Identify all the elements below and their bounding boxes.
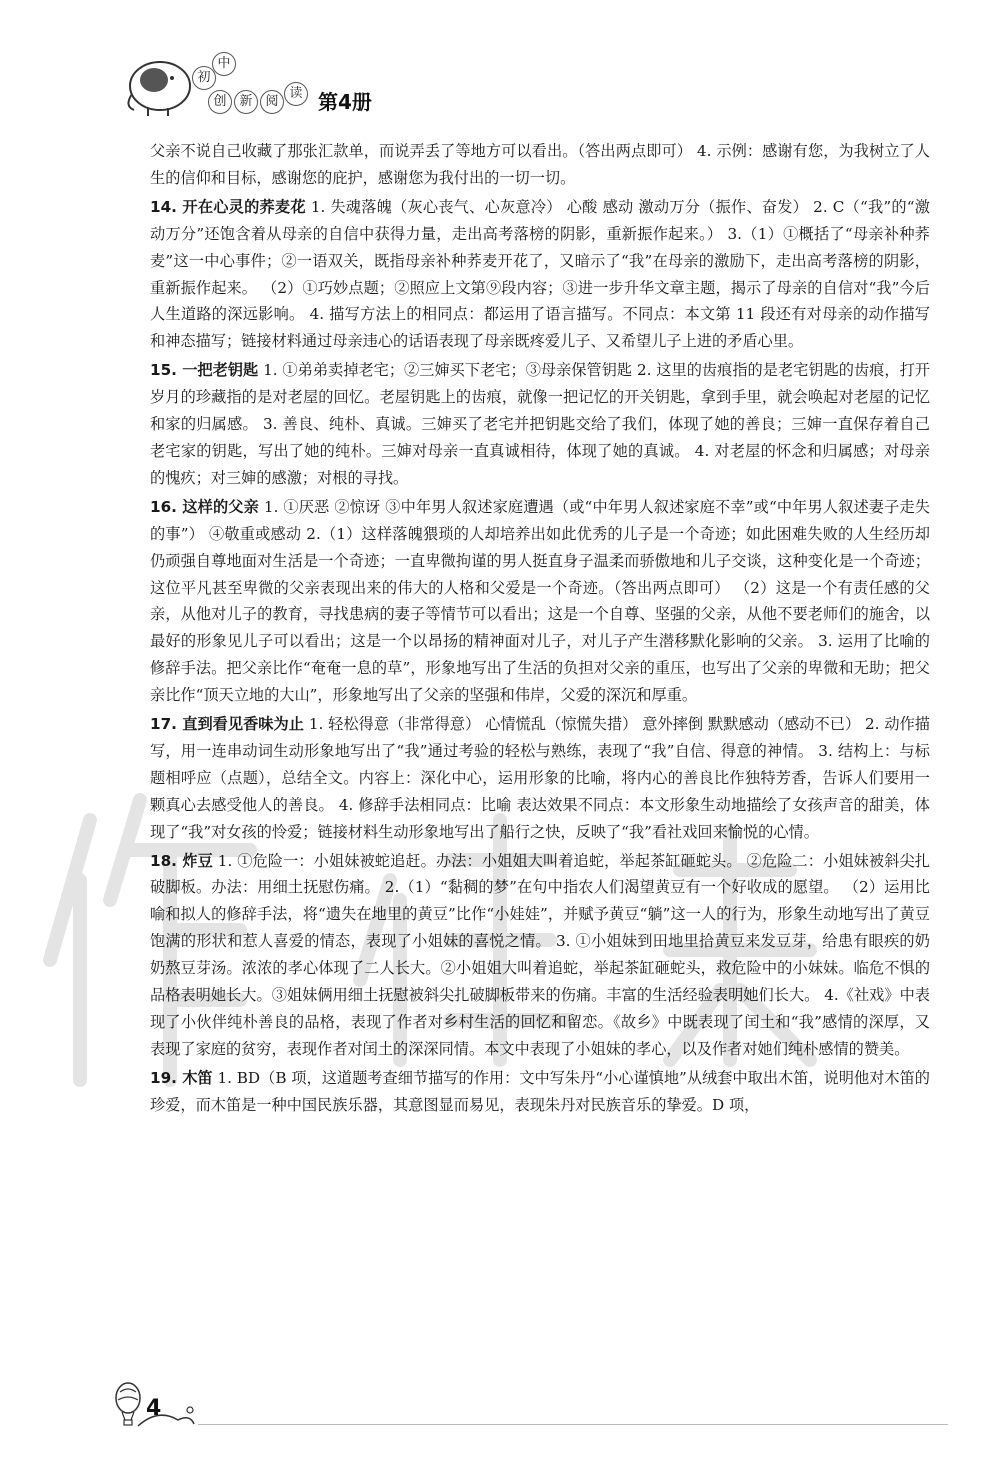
paragraph-17 (150, 711, 930, 846)
paragraph-18 (150, 848, 930, 1063)
logo-char-3: 创 (208, 90, 232, 114)
logo-char-4: 新 (234, 90, 258, 114)
paragraph-title: 16. 这样的父亲 (150, 497, 259, 516)
paragraph-text: 1. ①弟弟卖掉老宅；②三婶买下老宅；③母亲保管钥匙 2. 这里的齿痕指的是老宅钥匙的齿痕，打开岁月的珍藏指的是对老屋的回忆。老屋钥匙上的齿痕，就像一把记忆的开关钥匙，拿到手里，就会唤起对老屋的记忆和家的归属感。 3. 善良、纯朴、真诚。三婶买了老宅并把钥匙交给了我们，体现了她的善良；三婶一直保存着自己老宅家的钥匙，写出了她的纯朴。三婶对母亲一直真诚相待，体现了她的真诚。 4. 对老屋的怀念和归属感；对母亲的愧疚；对三婶的感激；对根的寻找。 (150, 361, 930, 487)
paragraph-title: 18. 炸豆 (150, 851, 213, 870)
paragraph-continued (150, 138, 930, 192)
paragraph-15 (150, 357, 930, 492)
page-number: 4 (146, 1396, 162, 1421)
paragraph-title: 19. 木笛 (150, 1068, 213, 1087)
paragraph-text: 1. ①危险一：小姐妹被蛇追赶。办法：小姐姐大叫着追蛇，举起茶缸砸蛇头。 ②危险二：小姐妹被斜尖扎破脚板。办法：用细土抚慰伤痛。 2.（1）“黏稠的梦”在句中指农人们渴望黄豆有一个好收成的愿望。 （2）运用比喻和拟人的修辞手法，将“遗失在地里的黄豆”比作“小娃娃”，并赋予黄豆“躺”这一人的行为，形象生动地写出了黄豆饱满的形状和惹人喜爱的情态，表现了小姐妹的喜悦之情。 3. ①小姐妹到田地里拾黄豆来发豆芽，给患有眼疾的奶奶熬豆芽汤。浓浓的孝心体现了二人长大。②小姐姐大叫着追蛇，举起茶缸砸蛇头，救危险中的小妹妹。临危不惧的品格表明她长大。③姐妹俩用细土抚慰被斜尖扎破脚板带来的伤痛。丰富的生活经验表明她们长大。 4.《社戏》中表现了小伙伴纯朴善良的品格，表现了作者对乡村生活的回忆和留恋。《故乡》中既表现了闰土和“我”感情的深厚，又表现了家庭的贫穷，表现作者对闰土的深深同情。本文中表现了小姐妹的孝心，以及作者对她们纯朴感情的赞美。 (150, 851, 930, 1058)
logo-char-6: 读 (284, 82, 308, 106)
paragraph-title: 15. 一把老钥匙 (150, 361, 259, 380)
paragraph-text: 1. ①厌恶 ②惊讶 ③中年男人叙述家庭遭遇（或“中年男人叙述家庭不幸”或“中年男人叙述妻子走失的事”） ④敬重或感动 2.（1）这样落魄猥琐的人却培养出如此优秀的儿子是一个奇迹；如此困难失败的人生经历却仍顽强自尊地面对生活是一个奇迹；一直卑微拘谨的男人挺直身子温柔而骄傲地和儿子交谈，这种变化是一个奇迹；这位平凡甚至卑微的父亲表现出来的伟大的人格和父爱是一个奇迹。（答出两点即可） （2）这是一个有责任感的父亲，从他对儿子的教育，寻找患病的妻子等情节可以看出；这是一个自尊、坚强的父亲，从他不要老师们的施舍，以最好的形象见儿子可以看出；这是一个以昂扬的精神面对儿子，对儿子产生潜移默化影响的父亲。 3. 运用了比喻的修辞手法。把父亲比作“奄奄一息的草”，形象地写出了生活的负担对父亲的重压，也写出了父亲的卑微和无助；把父亲比作“顶天立地的大山”，形象地写出了父亲的坚强和伟岸，父爱的深沉和厚重。 (150, 497, 930, 705)
answer-content (150, 138, 930, 1119)
book-volume-label: 第4册 (318, 90, 372, 114)
paragraph-text: 父亲不说自己收藏了那张汇款单，而说弄丢了等地方可以看出。（答出两点即可） 4. 示例：感谢有您，为我树立了人生的信仰和目标，感谢您的庇护，感谢您为我付出的一切一切。 (150, 142, 930, 187)
paragraph-title: 14. 开在心灵的荞麦花 (150, 197, 306, 216)
paragraph-text: 1. 轻松得意（非常得意） 心情慌乱（惊慌失措） 意外摔倒 默默感动（感动不已） 2. 动作描写，用一连串动词生动形象地写出了“我”通过考验的轻松与熟练，表现了“我”自信、得意的神情。 3. 结构上：与标题相呼应（点题），总结全文。内容上：深化中心，运用形象的比喻，将内心的善良比作独特芳香，告诉人们要用一颗真心去感受他人的善良。 4. 修辞手法相同点：比喻 表达效果不同点：本文形象生动地描绘了女孩声音的甜美，体现了“我”对女孩的怜爱；链接材料生动形象地写出了船行之快，反映了“我”看社戏回来愉悦的心情。 (150, 715, 930, 841)
paragraph-16 (150, 494, 930, 709)
page-footer (108, 1388, 948, 1438)
paragraph-text: 1. BD（B 项，这道题考查细节描写的作用：文中写朱丹“小心谨慎地”从绒套中取出木笛，说明他对木笛的珍爱，而木笛是一种中国民族乐器，其意图显而易见，表现朱丹对民族音乐的挚爱。D 项， (150, 1068, 930, 1114)
footer-divider (198, 1424, 948, 1425)
logo-char-1: 初 (192, 66, 216, 90)
paragraph-14 (150, 194, 930, 355)
page-header (120, 50, 520, 120)
logo-char-5: 阅 (260, 90, 284, 114)
paragraph-text: 1. 失魂落魄（灰心丧气、心灰意冷） 心酸 感动 激动万分（振作、奋发） 2. C（“我”的“激动万分”还饱含着从母亲的自信中获得力量，走出高考落榜的阴影，重新振作起来。） 3.（1）①概括了“母亲补种荞麦”这一中心事件；②一语双关，既指母亲补种荞麦开花了，又暗示了“我”在母亲的激励下，走出高考落榜的阴影，重新振作起来。 （2）①巧妙点题；②照应上文第⑨段内容；③进一步升华文章主题，揭示了母亲的自信对“我”今后人生道路的深远影响。 4. 描写方法上的相同点：都运用了语言描写。不同点：本文第 11 段还有对母亲的动作描写和神态描写；链接材料通过母亲违心的话语表现了母亲既疼爱儿子、又希望儿子上进的矛盾心里。 (150, 197, 930, 351)
paragraph-19 (150, 1065, 930, 1119)
logo-char-2: 中 (212, 52, 236, 76)
paragraph-title: 17. 直到看见香味为止 (150, 715, 304, 734)
